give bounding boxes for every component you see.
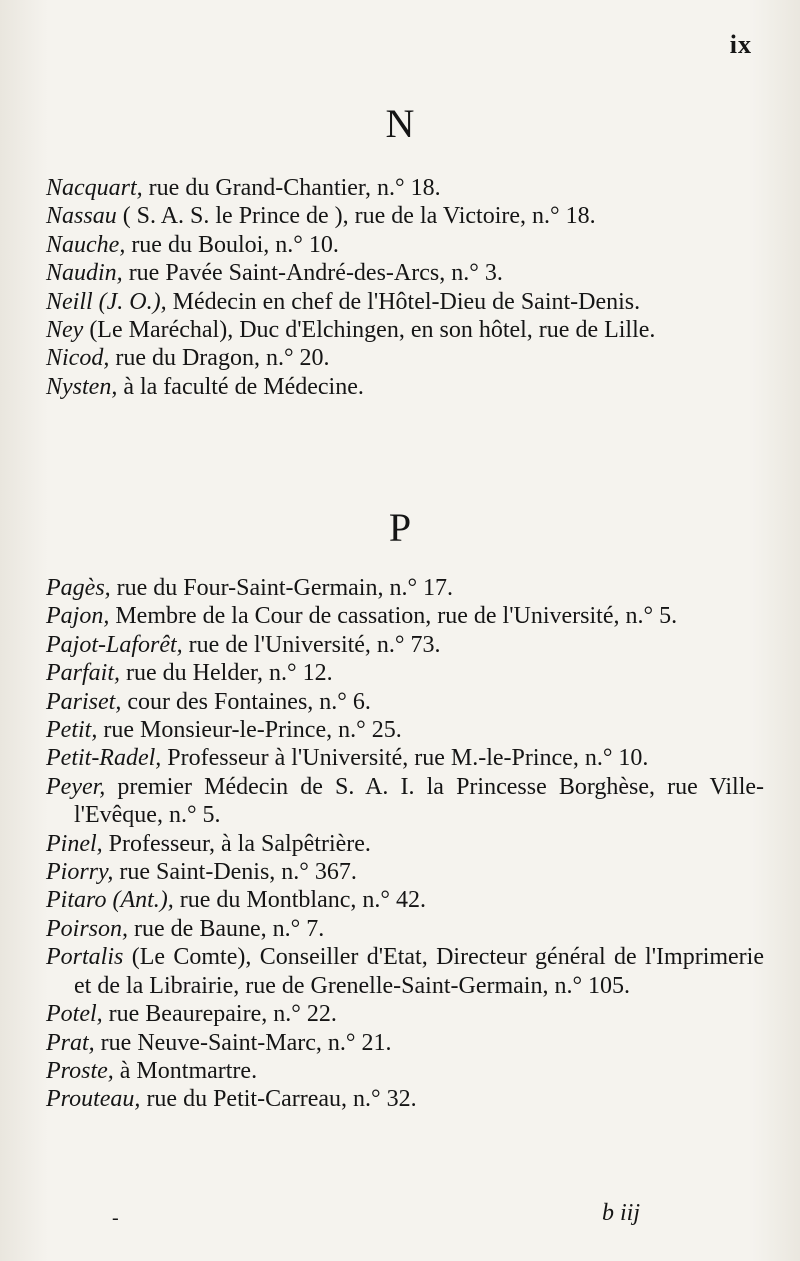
entry-address: rue du Dragon, n.° 20. xyxy=(109,345,330,372)
directory-entry xyxy=(46,858,764,886)
entry-address: rue Neuve-Saint-Marc, n.° 21. xyxy=(94,1029,392,1056)
entry-name: Naudin, xyxy=(46,260,123,287)
directory-entry xyxy=(46,259,764,287)
directory-entry xyxy=(46,943,764,1000)
entry-name: Pitaro (Ant.), xyxy=(46,887,174,914)
entry-name: Parfait, xyxy=(46,660,121,687)
section-letter-n: N xyxy=(385,101,415,146)
directory-entry xyxy=(46,659,764,687)
entry-name: Piorry, xyxy=(46,859,114,886)
directory-entry xyxy=(46,886,764,914)
entry-name: Proste, xyxy=(46,1057,114,1084)
entry-address: rue Monsieur-le-Prince, n.° 25. xyxy=(97,717,402,744)
directory-entry xyxy=(46,288,764,316)
directory-entry xyxy=(46,373,764,401)
signature-mark: b iij xyxy=(601,1200,640,1226)
entry-name: Prouteau, xyxy=(46,1086,141,1113)
entry-name: Ney xyxy=(46,317,84,344)
entry-address: premier Médecin de S. A. I. la Princesse Borghèse, rue Ville-l'Evêque, n.° 5. xyxy=(74,773,764,829)
entry-name: Nauche, xyxy=(46,231,126,258)
entry-name: Nassau xyxy=(46,203,117,230)
entry-name: Pinel, xyxy=(46,830,103,857)
section-letter-p: P xyxy=(388,505,412,550)
directory-entry xyxy=(46,1085,764,1113)
directory-entry xyxy=(46,316,764,344)
directory-entry xyxy=(46,602,764,630)
entry-name: Pajot-Laforêt, xyxy=(46,631,183,658)
entry-address: rue Saint-Denis, n.° 367. xyxy=(113,859,357,886)
directory-entry xyxy=(46,830,764,858)
directory-entry xyxy=(46,773,764,830)
directory-entry xyxy=(46,1029,764,1057)
entry-address: cour des Fontaines, n.° 6. xyxy=(121,688,371,715)
entry-name: Neill (J. O.), xyxy=(46,288,167,315)
entry-address: ( S. A. S. le Prince de ), rue de la Victoire, n.° 18. xyxy=(116,203,596,230)
directory-entry xyxy=(46,574,764,602)
directory-entry xyxy=(46,716,764,744)
entry-name: Petit-Radel, xyxy=(46,745,162,772)
entries-list-n xyxy=(46,174,764,401)
entry-address: Professeur, à la Salpêtrière. xyxy=(102,830,371,857)
entry-name: Poirson, xyxy=(46,915,129,942)
entry-name: Nicod, xyxy=(46,345,110,372)
entry-address: Médecin en chef de l'Hôtel-Dieu de Saint-Denis. xyxy=(166,288,641,315)
entry-address: (Le Comte), Conseiller d'Etat, Directeur général de l'Imprimerie et de la Librairie, rue de Grenelle-Saint-Germain, n.° 105. xyxy=(74,944,764,999)
directory-entry xyxy=(46,915,764,943)
directory-entry xyxy=(46,174,764,202)
entry-address: rue Beaurepaire, n.° 22. xyxy=(102,1001,337,1028)
entry-address: rue du Grand-Chantier, n.° 18. xyxy=(142,175,441,201)
entry-address: rue du Four-Saint-Germain, n.° 17. xyxy=(110,575,454,601)
directory-entry xyxy=(46,1057,764,1085)
entry-address: rue de Baune, n.° 7. xyxy=(128,915,325,942)
entry-name: Nacquart, xyxy=(46,175,143,201)
entry-address: rue Pavée Saint-André-des-Arcs, n.° 3. xyxy=(122,260,503,287)
directory-entry xyxy=(46,688,764,716)
entry-address: à Montmartre. xyxy=(113,1057,258,1084)
entry-address: rue du Bouloi, n.° 10. xyxy=(125,231,339,258)
entry-name: Nysten, xyxy=(46,373,118,400)
entry-name: Potel, xyxy=(46,1001,103,1028)
entries-list-p xyxy=(46,574,764,1114)
entry-address: rue du Helder, n.° 12. xyxy=(120,660,333,687)
entry-name: Pariset, xyxy=(46,688,122,715)
directory-entry xyxy=(46,1000,764,1028)
entry-address: rue du Montblanc, n.° 42. xyxy=(173,887,426,914)
entry-address: rue de l'Université, n.° 73. xyxy=(182,631,441,658)
entry-name: Portalis xyxy=(46,944,124,971)
page-number: ix xyxy=(729,30,752,59)
directory-entry xyxy=(46,202,764,230)
entry-address: Membre de la Cour de cassation, rue de l'Université, n.° 5. xyxy=(109,603,678,630)
directory-entry xyxy=(46,631,764,659)
directory-entry xyxy=(46,344,764,372)
entry-name: Prat, xyxy=(46,1029,95,1056)
entry-name: Petit, xyxy=(46,717,98,744)
entry-name: Pagès, xyxy=(46,575,111,601)
entry-name: Pajon, xyxy=(46,603,110,630)
entry-address: Professeur à l'Université, rue M.-le-Prince, n.° 10. xyxy=(161,745,649,772)
directory-entry xyxy=(46,231,764,259)
entry-address: à la faculté de Médecine. xyxy=(117,373,364,400)
directory-entry xyxy=(46,744,764,772)
entry-address: rue du Petit-Carreau, n.° 32. xyxy=(140,1086,417,1113)
entry-address: (Le Maréchal), Duc d'Elchingen, en son hôtel, rue de Lille. xyxy=(83,317,656,344)
entry-name: Peyer, xyxy=(46,773,106,800)
margin-mark: - xyxy=(112,1207,119,1229)
